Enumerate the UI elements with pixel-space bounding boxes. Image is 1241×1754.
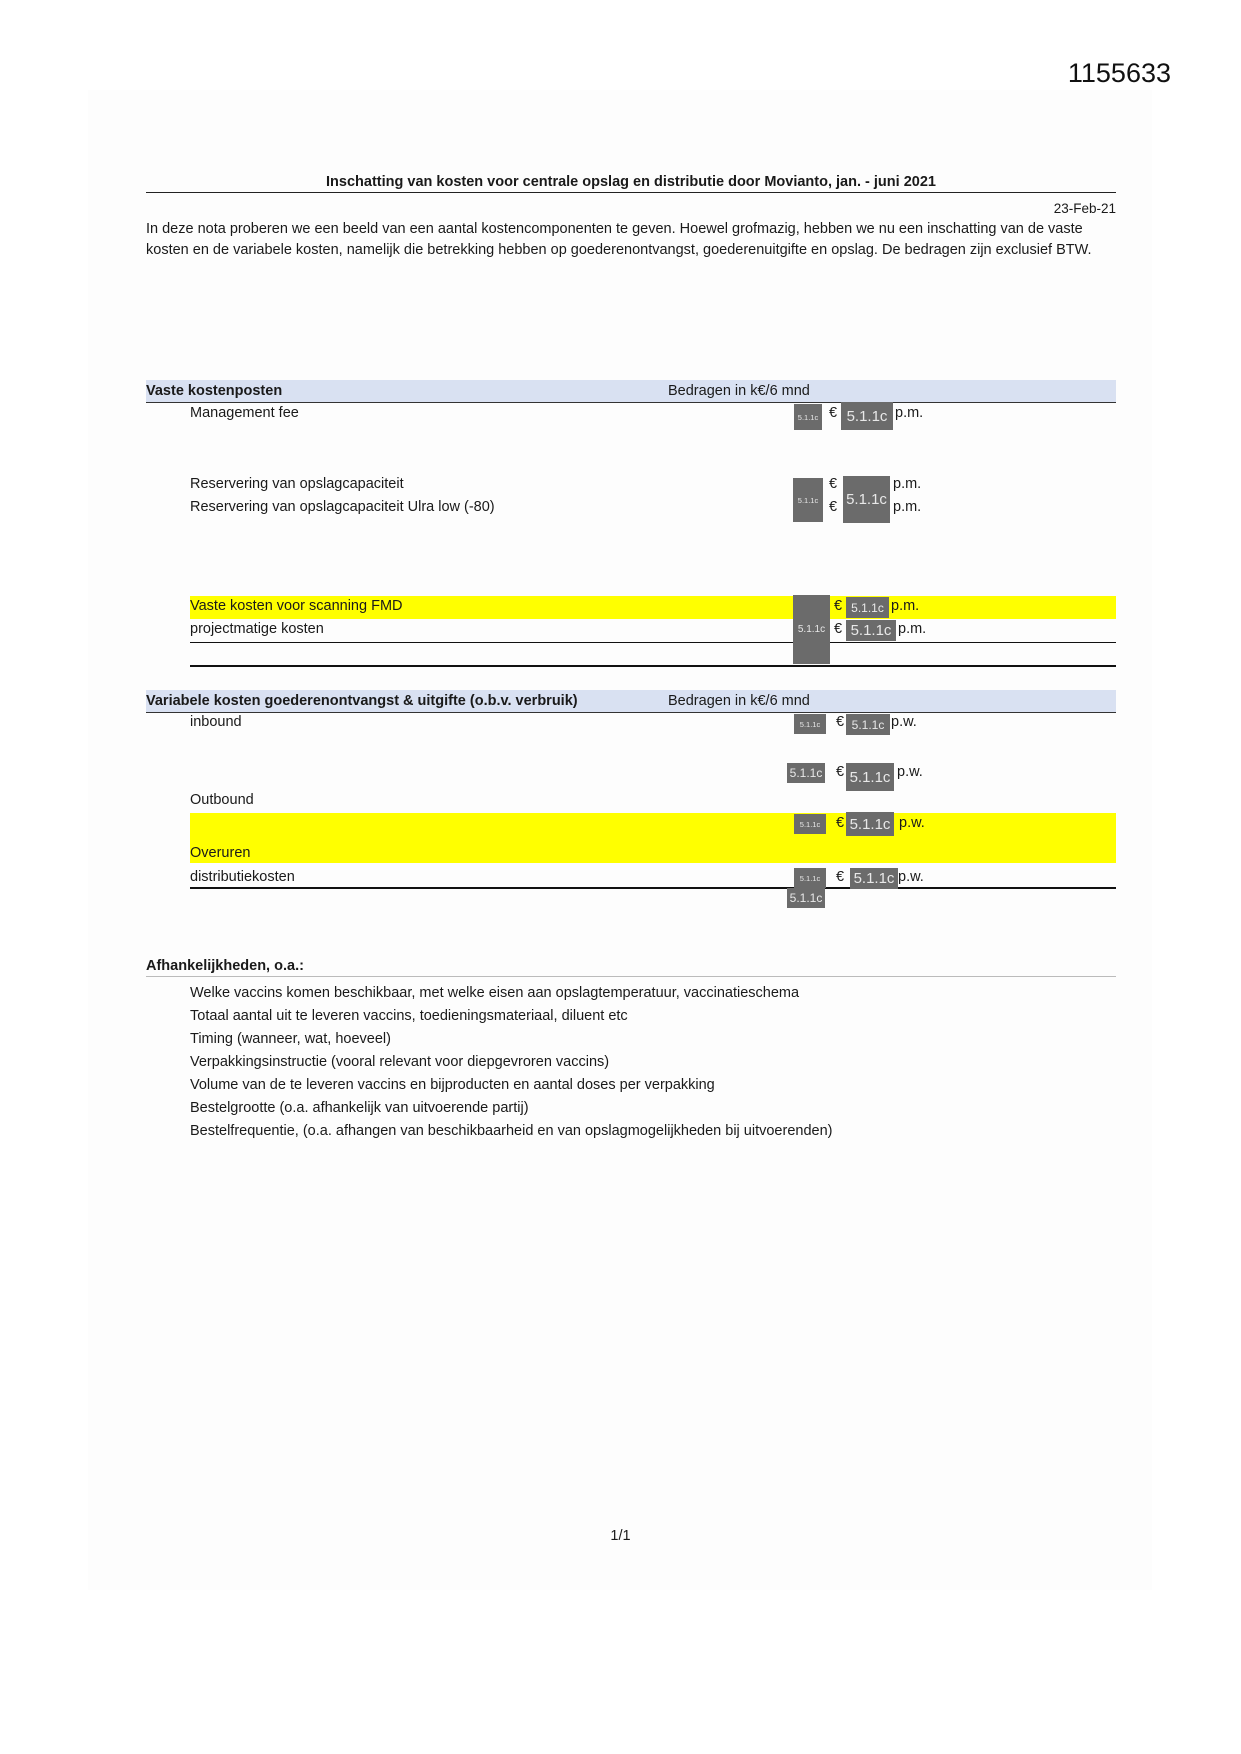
variable-costs-unit-label: Bedragen in k€/6 mnd	[668, 693, 810, 709]
dependencies-list	[190, 982, 832, 1143]
row-inbound: inbound	[190, 714, 242, 730]
redaction-block: 5.1.1c	[794, 814, 826, 834]
redaction-block: 5.1.1c	[793, 478, 823, 522]
dependency-item: Timing (wanneer, wat, hoeveel)	[190, 1031, 391, 1047]
highlight-row	[190, 813, 1116, 863]
row-outbound: Outbound	[190, 792, 254, 808]
dependency-item: Bestelgrootte (o.a. afhankelijk van uitvoerende partij)	[190, 1100, 529, 1116]
period-label: p.m.	[891, 598, 920, 614]
period-label: p.w.	[891, 714, 917, 730]
redaction-block: 5.1.1c	[850, 868, 898, 889]
redaction-block: 5.1.1c	[793, 595, 830, 664]
dependency-item: Welke vaccins komen beschikbaar, met welke eisen aan opslagtemperatuur, vaccinatieschema	[190, 985, 800, 1001]
document-id: 1155633	[1067, 58, 1171, 88]
period-label: p.m.	[893, 476, 922, 492]
period-label: p.m.	[895, 405, 924, 421]
period-label: p.w.	[897, 764, 923, 780]
section-divider	[190, 887, 1116, 889]
redaction-block: 5.1.1c	[846, 812, 894, 836]
intro-paragraph: In deze nota proberen we een beeld van een aantal kostencomponenten te geven. Hoewel grofmazig, hebben we nu een inschatting van de vaste kosten en de variabele kosten, namelijk die betrekking hebben op goederenontvangst, goederenuitgifte en opslag. De bedragen zijn exclusief BTW.	[146, 221, 1092, 258]
euro-symbol: €	[829, 499, 838, 515]
variable-costs-header	[146, 690, 1116, 713]
redaction-block: 5.1.1c	[794, 404, 822, 430]
row-management-fee: Management fee	[190, 405, 299, 421]
period-label: p.m.	[898, 621, 927, 637]
dependency-item: Volume van de te leveren vaccins en bijproducten en aantal doses per verpakking	[190, 1077, 715, 1093]
fixed-costs-unit-label: Bedragen in k€/6 mnd	[668, 383, 810, 399]
fixed-costs-header	[146, 380, 1116, 403]
redaction-block: 5.1.1c	[787, 888, 825, 908]
row-project-costs: projectmatige kosten	[190, 621, 324, 637]
redaction-block: 5.1.1c	[794, 714, 826, 734]
period-label: p.w.	[898, 869, 924, 885]
period-label: p.m.	[893, 499, 922, 515]
document-date: 23-Feb-21	[1053, 201, 1116, 216]
fixed-costs-title: Vaste kostenposten	[146, 383, 283, 399]
euro-symbol: €	[836, 714, 845, 730]
dependency-item: Bestelfrequentie, (o.a. afhangen van beschikbaarheid en van opslagmogelijkheden bij uitvoerenden)	[190, 1123, 833, 1139]
dependency-item: Verpakkingsinstructie (vooral relevant voor diepgevroren vaccins)	[190, 1054, 610, 1070]
period-label: p.w.	[899, 815, 925, 831]
document-title: Inschatting van kosten voor centrale opslag en distributie door Movianto, jan. - juni 2021	[146, 174, 1116, 193]
euro-symbol: €	[829, 405, 838, 421]
row-distribution-costs: distributiekosten	[190, 869, 295, 885]
row-divider	[190, 642, 1116, 643]
row-fmd-scanning: Vaste kosten voor scanning FMD	[190, 598, 403, 614]
euro-symbol: €	[829, 476, 838, 492]
redaction-block: 5.1.1c	[787, 763, 825, 783]
euro-symbol: €	[836, 815, 845, 831]
dependency-item: Totaal aantal uit te leveren vaccins, toedieningsmateriaal, diluent etc	[190, 1008, 628, 1024]
euro-symbol: €	[836, 869, 845, 885]
section-divider	[190, 665, 1116, 667]
variable-costs-title: Variabele kosten goederenontvangst & uitgifte (o.b.v. verbruik)	[146, 693, 578, 709]
redaction-block: 5.1.1c	[846, 714, 890, 735]
redaction-block: 5.1.1c	[843, 476, 890, 523]
redaction-block: 5.1.1c	[794, 868, 826, 888]
redaction-block: 5.1.1c	[846, 620, 896, 641]
redaction-block: 5.1.1c	[841, 402, 893, 430]
row-overtime: Overuren	[190, 845, 251, 861]
row-storage-reservation: Reservering van opslagcapaciteit	[190, 476, 404, 492]
euro-symbol: €	[834, 621, 843, 637]
euro-symbol: €	[836, 764, 845, 780]
euro-symbol: €	[834, 598, 843, 614]
dependencies-header: Afhankelijkheden, o.a.:	[146, 958, 1116, 977]
redaction-block: 5.1.1c	[846, 597, 889, 618]
page-number: 1/1	[610, 1528, 631, 1544]
row-storage-reservation-ultra-low: Reservering van opslagcapaciteit Ulra low (-80)	[190, 499, 495, 515]
redaction-block: 5.1.1c	[846, 763, 894, 791]
